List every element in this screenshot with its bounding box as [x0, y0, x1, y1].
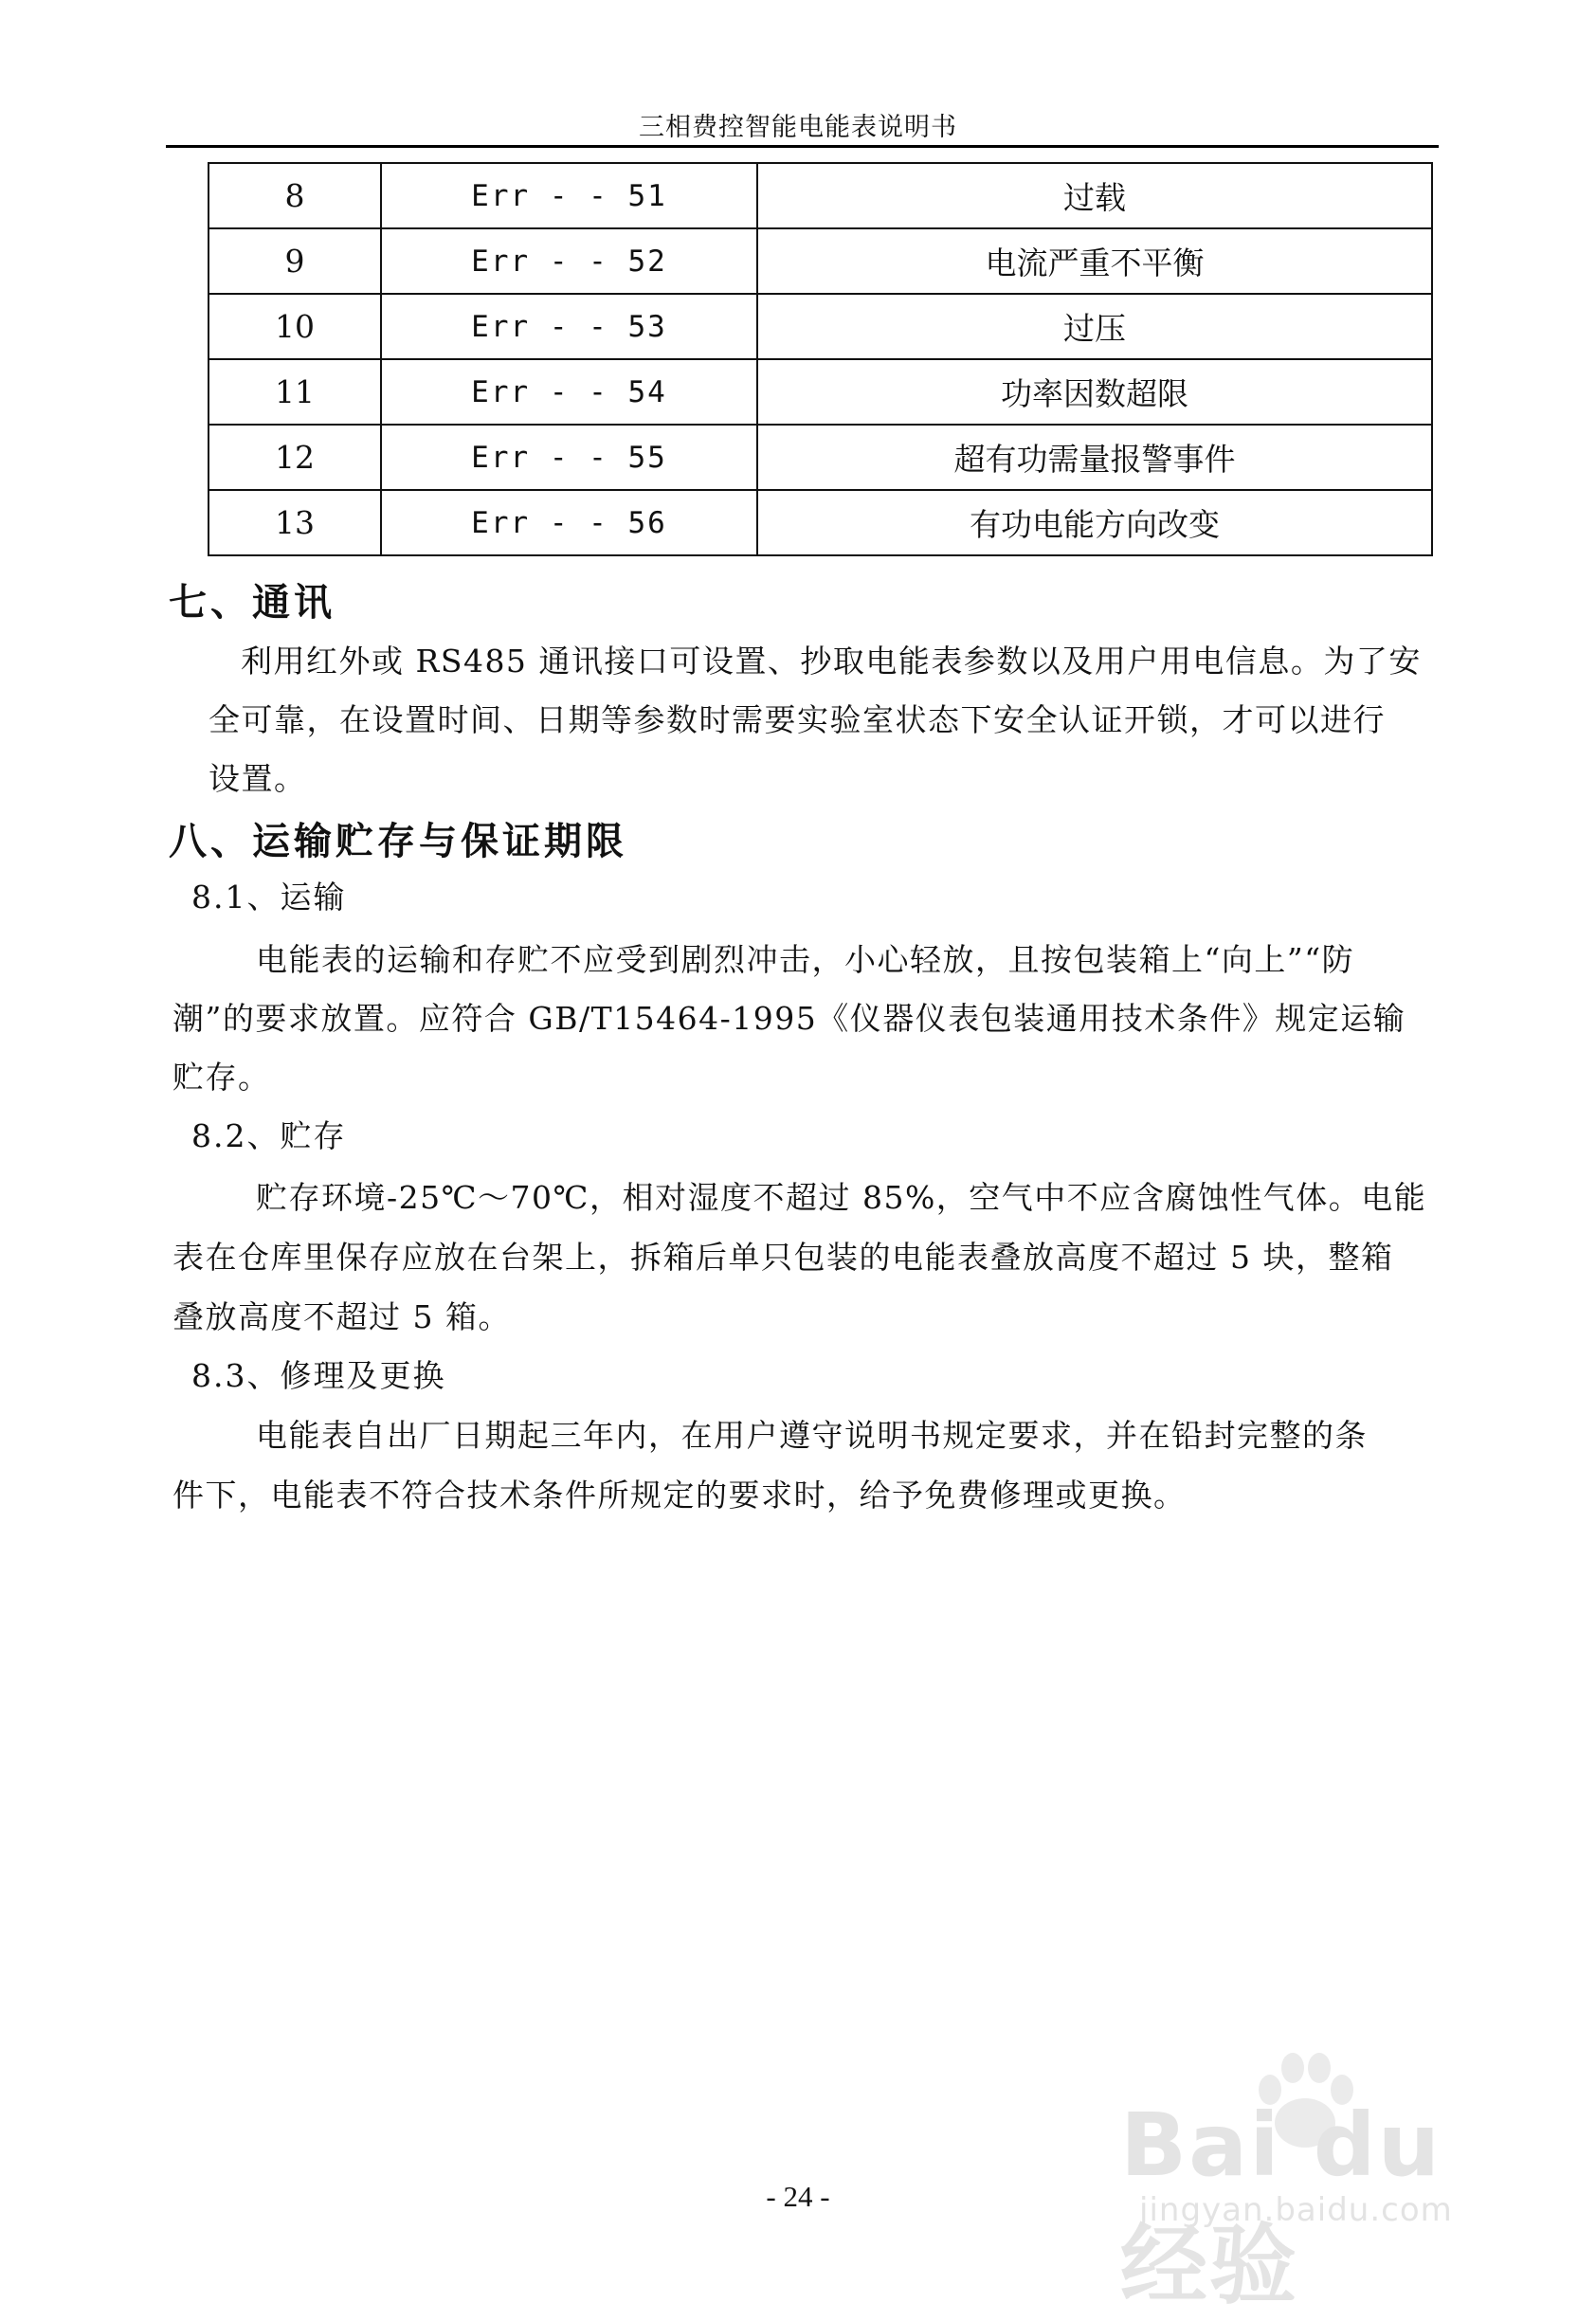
subsection-8-1-title: 8.1、运输: [191, 879, 347, 916]
subsection-8-3-line-2: 件下，电能表不符合技术条件所规定的要求时，给予免费修理或更换。: [172, 1477, 1187, 1514]
subsection-8-2-line-1: 贮存环境-25℃～70℃，相对湿度不超过 85%，空气中不应含腐蚀性气体。电能: [256, 1179, 1427, 1216]
page-number: - 24 -: [766, 2180, 830, 2213]
error-code: Err - - 54: [381, 359, 757, 425]
section-7-line-3: 设置。: [209, 760, 307, 797]
error-description: 超有功需量报警事件: [757, 425, 1432, 490]
row-number: 10: [209, 294, 381, 359]
table-row: [209, 359, 1432, 425]
table-row: [209, 163, 1432, 228]
error-description: 过载: [757, 163, 1432, 228]
watermark-url: jingyan.baidu.com: [1139, 2191, 1453, 2229]
subsection-8-2-line-2: 表在仓库里保存应放在台架上，拆箱后单只包装的电能表叠放高度不超过 5 块，整箱: [172, 1239, 1394, 1276]
error-code: Err - - 56: [381, 490, 757, 555]
table-row: [209, 228, 1432, 294]
row-number: 9: [209, 228, 381, 294]
table-row: [209, 425, 1432, 490]
row-number: 11: [209, 359, 381, 425]
error-description: 有功电能方向改变: [757, 490, 1432, 555]
error-description: 电流严重不平衡: [757, 228, 1432, 294]
subsection-8-1-line-1: 电能表的运输和存贮不应受到剧烈冲击，小心轻放，且按包装箱上“向上”“防: [256, 941, 1355, 978]
row-number: 13: [209, 490, 381, 555]
error-code: Err - - 52: [381, 228, 757, 294]
header-rule: [166, 145, 1439, 148]
section-7-line-2: 全可靠，在设置时间、日期等参数时需要实验室状态下安全认证开锁，才可以进行: [209, 701, 1386, 738]
section-8-title: 八、运输贮存与保证期限: [169, 820, 627, 863]
row-number: 8: [209, 163, 381, 228]
section-7-line-1: 利用红外或 RS485 通讯接口可设置、抄取电能表参数以及用户用电信息。为了安: [241, 643, 1422, 680]
section-7-title: 七、通讯: [169, 581, 336, 625]
error-code-table: [208, 162, 1433, 556]
subsection-8-2-line-3: 叠放高度不超过 5 箱。: [172, 1298, 511, 1335]
error-code: Err - - 53: [381, 294, 757, 359]
error-description: 过压: [757, 294, 1432, 359]
subsection-8-3-title: 8.3、修理及更换: [191, 1357, 446, 1394]
page-header-title: 三相费控智能电能表说明书: [639, 113, 957, 142]
subsection-8-1-line-3: 贮存。: [172, 1059, 271, 1096]
table-row: [209, 294, 1432, 359]
table-row: [209, 490, 1432, 555]
error-code: Err - - 51: [381, 163, 757, 228]
error-description: 功率因数超限: [757, 359, 1432, 425]
row-number: 12: [209, 425, 381, 490]
subsection-8-1-line-2: 潮”的要求放置。应符合 GB/T15464-1995《仪器仪表包装通用技术条件》规定运输: [172, 1000, 1406, 1037]
error-code: Err - - 55: [381, 425, 757, 490]
subsection-8-2-title: 8.2、贮存: [191, 1117, 347, 1154]
watermark-brand: Bai du 经验: [1120, 2094, 1442, 2316]
subsection-8-3-line-1: 电能表自出厂日期起三年内，在用户遵守说明书规定要求，并在铅封完整的条: [256, 1417, 1368, 1454]
